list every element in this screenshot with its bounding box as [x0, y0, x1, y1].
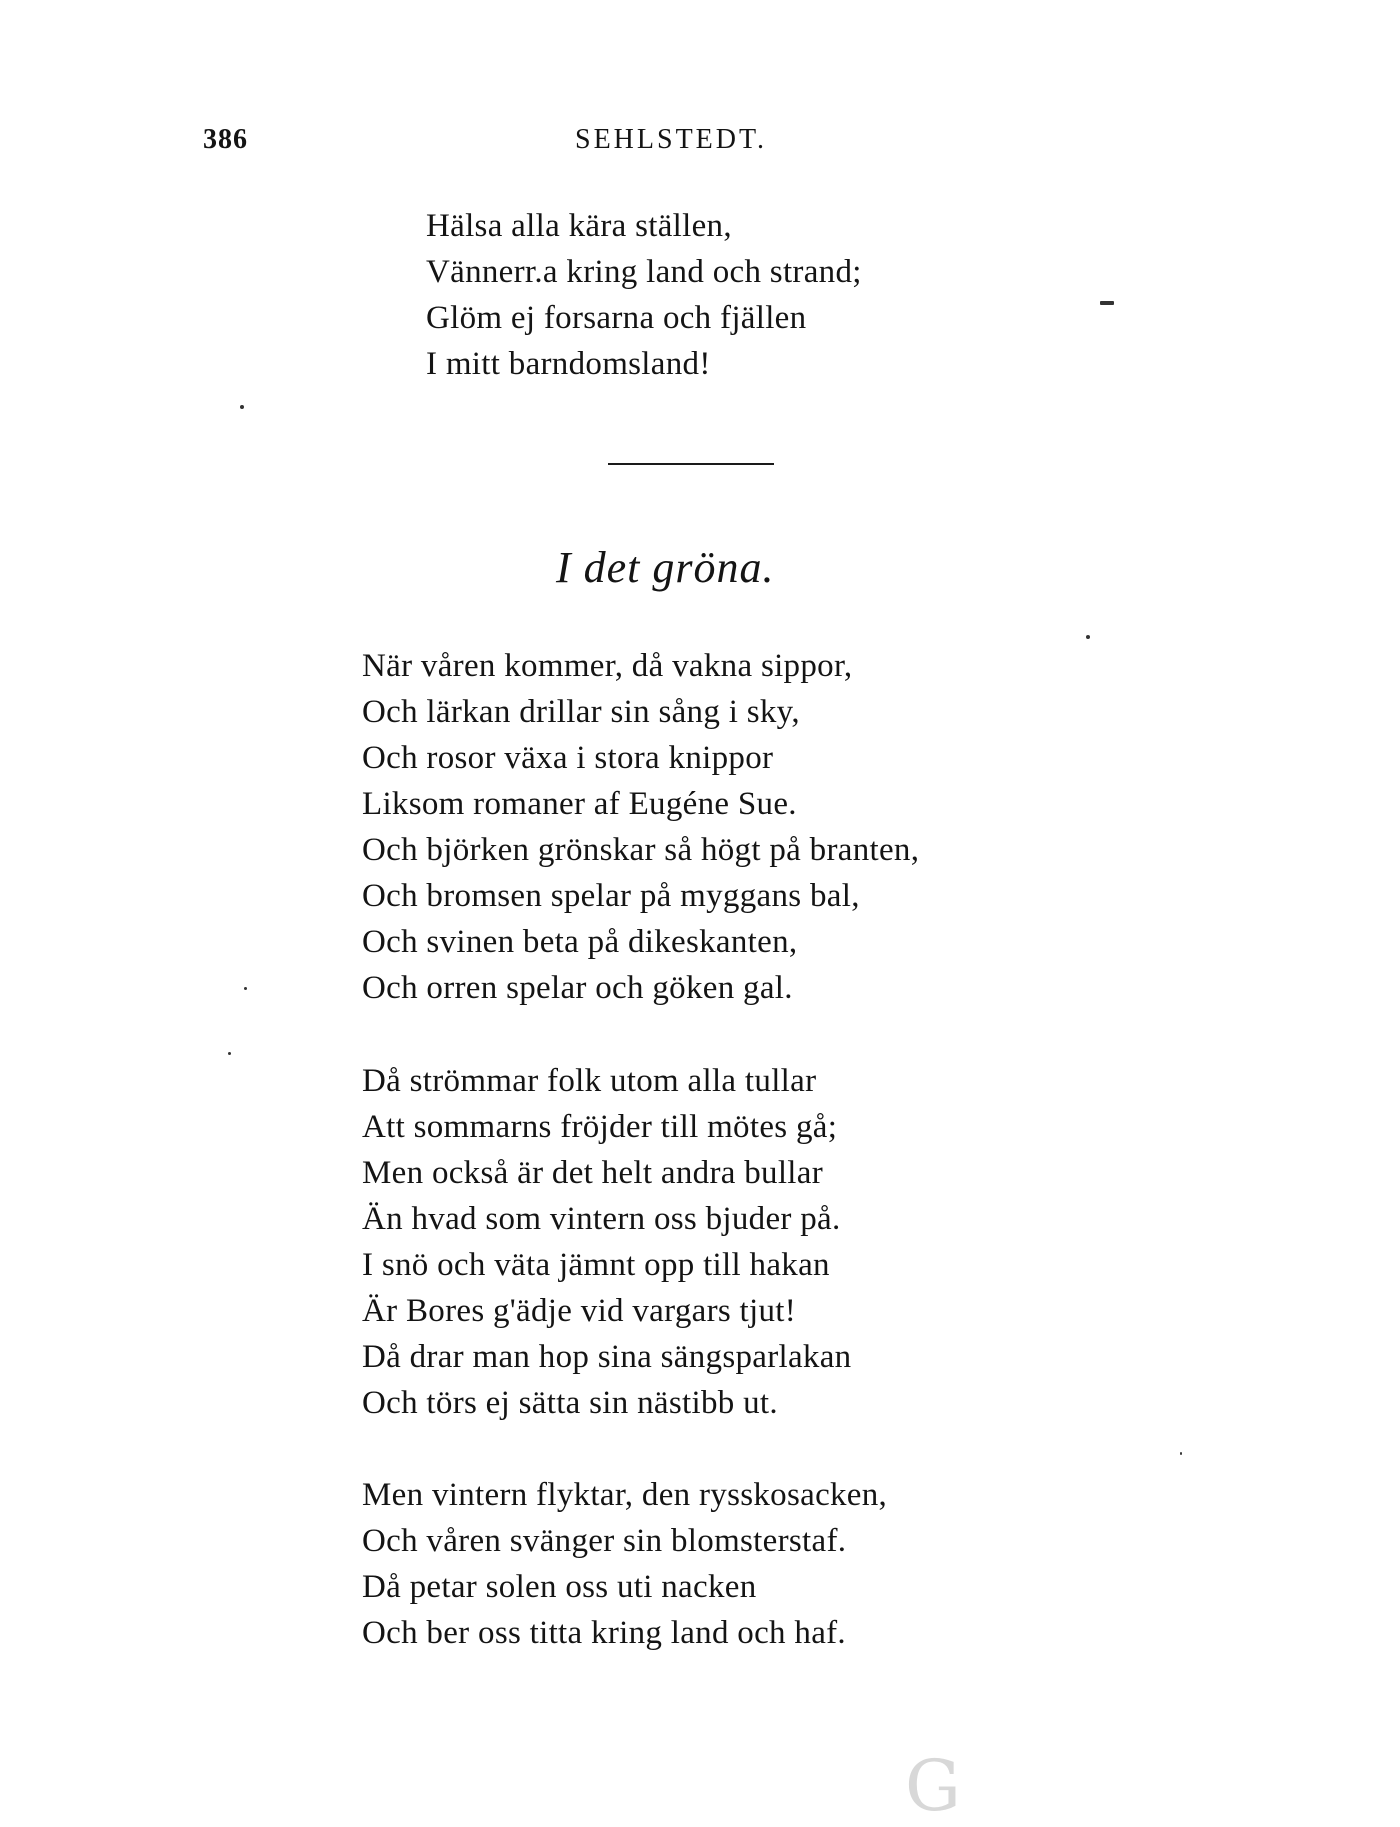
verse-line: Och orren spelar och göken gal.	[362, 970, 793, 1006]
scan-speck	[1100, 301, 1114, 305]
previous-poem-ending	[426, 203, 862, 387]
verse-line: Än hvad som vintern oss bjuder på.	[362, 1201, 841, 1237]
scan-speck	[228, 1052, 231, 1055]
scan-speck	[240, 405, 244, 409]
scan-speck	[244, 987, 247, 990]
verse-line: Att sommarns fröjder till mötes gå;	[362, 1109, 838, 1145]
verse-line: Då drar man hop sina sängsparlakan	[362, 1339, 852, 1375]
scan-speck	[1086, 635, 1090, 639]
verse-line: Och bromsen spelar på myggans bal,	[362, 878, 860, 914]
verse-line: Då strömmar folk utom alla tullar	[362, 1063, 817, 1099]
verse-line: Men vintern flyktar, den rysskosacken,	[362, 1477, 888, 1513]
verse-line: Och björken grönskar så högt på branten,	[362, 832, 920, 868]
stanza-3	[362, 1472, 887, 1656]
verse-line: Och våren svänger sin blomsterstaf.	[362, 1523, 847, 1559]
stanza-1	[362, 643, 919, 1011]
verse-line: I snö och väta jämnt opp till hakan	[362, 1247, 830, 1283]
stanza-2	[362, 1058, 851, 1426]
verse-line: Och törs ej sätta sin nästibb ut.	[362, 1385, 778, 1421]
verse-line: Och lärkan drillar sin sång i sky,	[362, 694, 800, 730]
page-number: 386	[203, 124, 248, 155]
scan-speck	[1180, 1452, 1182, 1455]
verse-line: I mitt barndomsland!	[426, 346, 711, 382]
verse-line: Då petar solen oss uti nacken	[362, 1569, 757, 1605]
running-head: SEHLSTEDT.	[575, 124, 768, 155]
verse-line: Men också är det helt andra bullar	[362, 1155, 824, 1191]
poem-title: I det gröna.	[556, 543, 775, 592]
verse-line: Är Bores g'ädje vid vargars tjut!	[362, 1293, 797, 1329]
verse-line: Och ber oss titta kring land och haf.	[362, 1615, 846, 1651]
watermark-logo: G	[905, 1745, 961, 1827]
verse-line: Och rosor växa i stora knippor	[362, 740, 774, 776]
verse-line: Glöm ej forsarna och fjällen	[426, 300, 807, 336]
section-divider	[608, 463, 774, 465]
verse-line: Vännerr.a kring land och strand;	[426, 254, 862, 290]
verse-line: När våren kommer, då vakna sippor,	[362, 648, 853, 684]
verse-line: Och svinen beta på dikeskanten,	[362, 924, 798, 960]
verse-line: Hälsa alla kära ställen,	[426, 208, 732, 244]
verse-line: Liksom romaner af Eugéne Sue.	[362, 786, 797, 822]
